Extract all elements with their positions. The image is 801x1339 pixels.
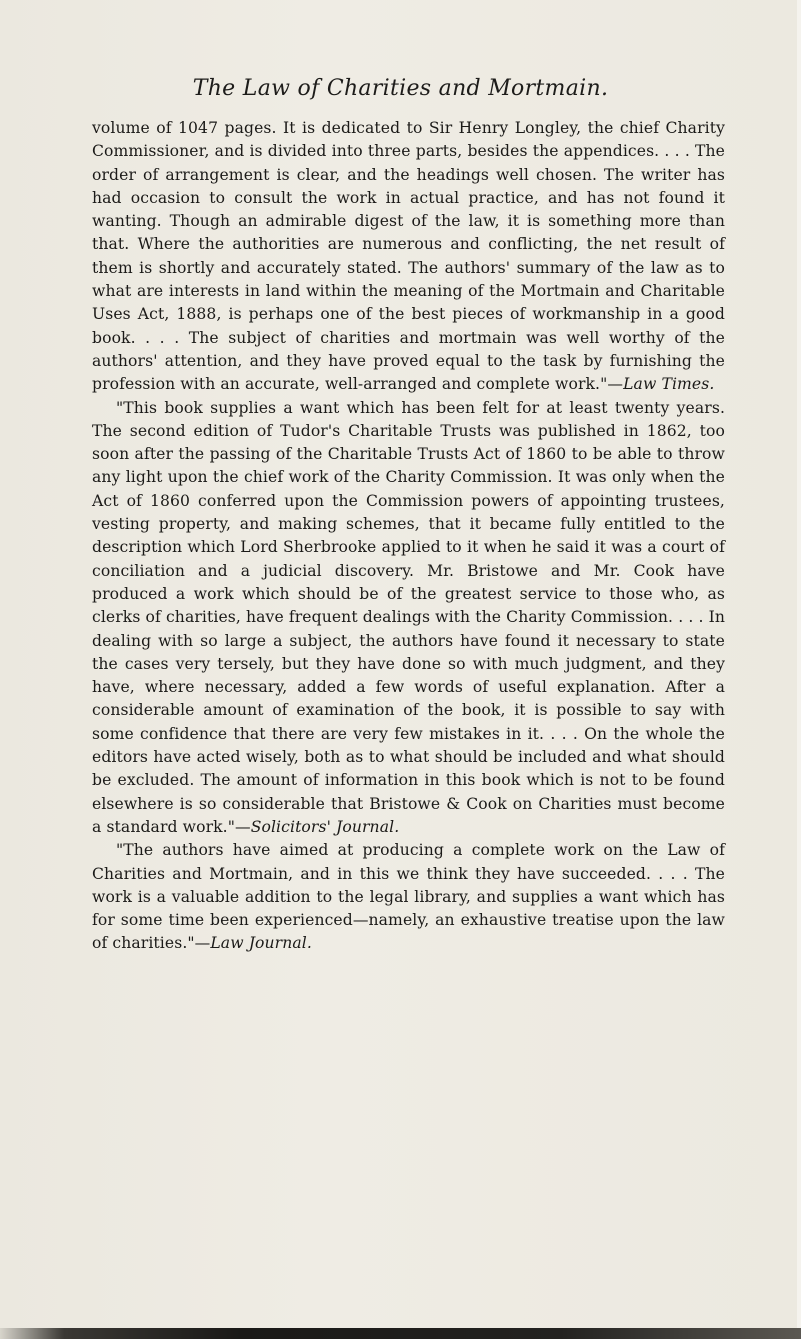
review-source: Solicitors' Journal. <box>250 817 400 836</box>
running-title: The Law of Charities and Mortmain. <box>192 76 609 101</box>
review-source: Law Journal. <box>210 934 312 953</box>
review-paragraph-law-journal <box>92 839 725 955</box>
review-text: "This book supplies a want which has been felt for at least twenty years. The second edition of Tudor's Charitable Trusts was published in 1862, too soon after the passing of the Charitable Trusts Act of 1860 to be able to throw any light upon the chief work of the Charity Commission. It was only when the Act of 1860 conferred upon the Commission powers of appointing trustees, vesting property, and making schemes, that it became fully entitled to the description which Lord Sherbrooke applied to it when he said it was a court of conciliation and a judicial discovery. Mr. Bristowe and Mr. Cook have produced a work which should be of the greatest service to those who, as clerks of charities, have frequent dealings with the Charity Commission. . . . In dealing with so large a subject, the authors have found it necessary to state the cases very tersely, but they have done so with much judgment, and they have, where necessary, added a few words of useful explanation. After a considerable amount of examination of the book, it is possible to say with some confidence that there are very few mistakes in it. . . . On the whole the editors have acted wisely, both as to what should be included and what should be excluded. The amount of information in this book which is not to be found elsewhere is so considerable that Bristowe & Cook on Charities must become a standard work."— <box>92 398 725 836</box>
review-text: volume of 1047 pages. It is dedicated to Sir Henry Longley, the chief Charity Commissioner, and is divided into three parts, besides the appendices. . . . The order of arrangement is clear, and the headings well chosen. The writer has had occasion to consult the work in actual practice, and has not found it wanting. Though an admirable digest of the law, it is something more than that. Where the authorities are numerous and conflicting, the net result of them is shortly and accurately stated. The authors' summary of the law as to what are interests in land within the meaning of the Mortmain and Charitable Uses Act, 1888, is perhaps one of the best pieces of workmanship in a good book. . . . The subject of charities and mortmain was well worthy of the authors' attention, and they have proved equal to the task by furnishing the profession with an accurate, well-arranged and complete work."— <box>92 119 725 394</box>
review-excerpts <box>92 117 725 956</box>
review-paragraph-solicitors-journal <box>92 397 725 840</box>
review-text: "The authors have aimed at producing a complete work on the Law of Charities and Mortmain, and in this we think they have succeeded. . . . The work is a valuable addition to the legal library, and supplies a want which has for some time been experienced—namely, an exhaustive treatise upon the law of charities."— <box>92 841 725 953</box>
scan-bottom-edge <box>0 1328 801 1339</box>
review-source: Law Times. <box>623 375 715 394</box>
page-edge <box>797 0 801 1339</box>
review-paragraph-law-times <box>92 117 725 397</box>
